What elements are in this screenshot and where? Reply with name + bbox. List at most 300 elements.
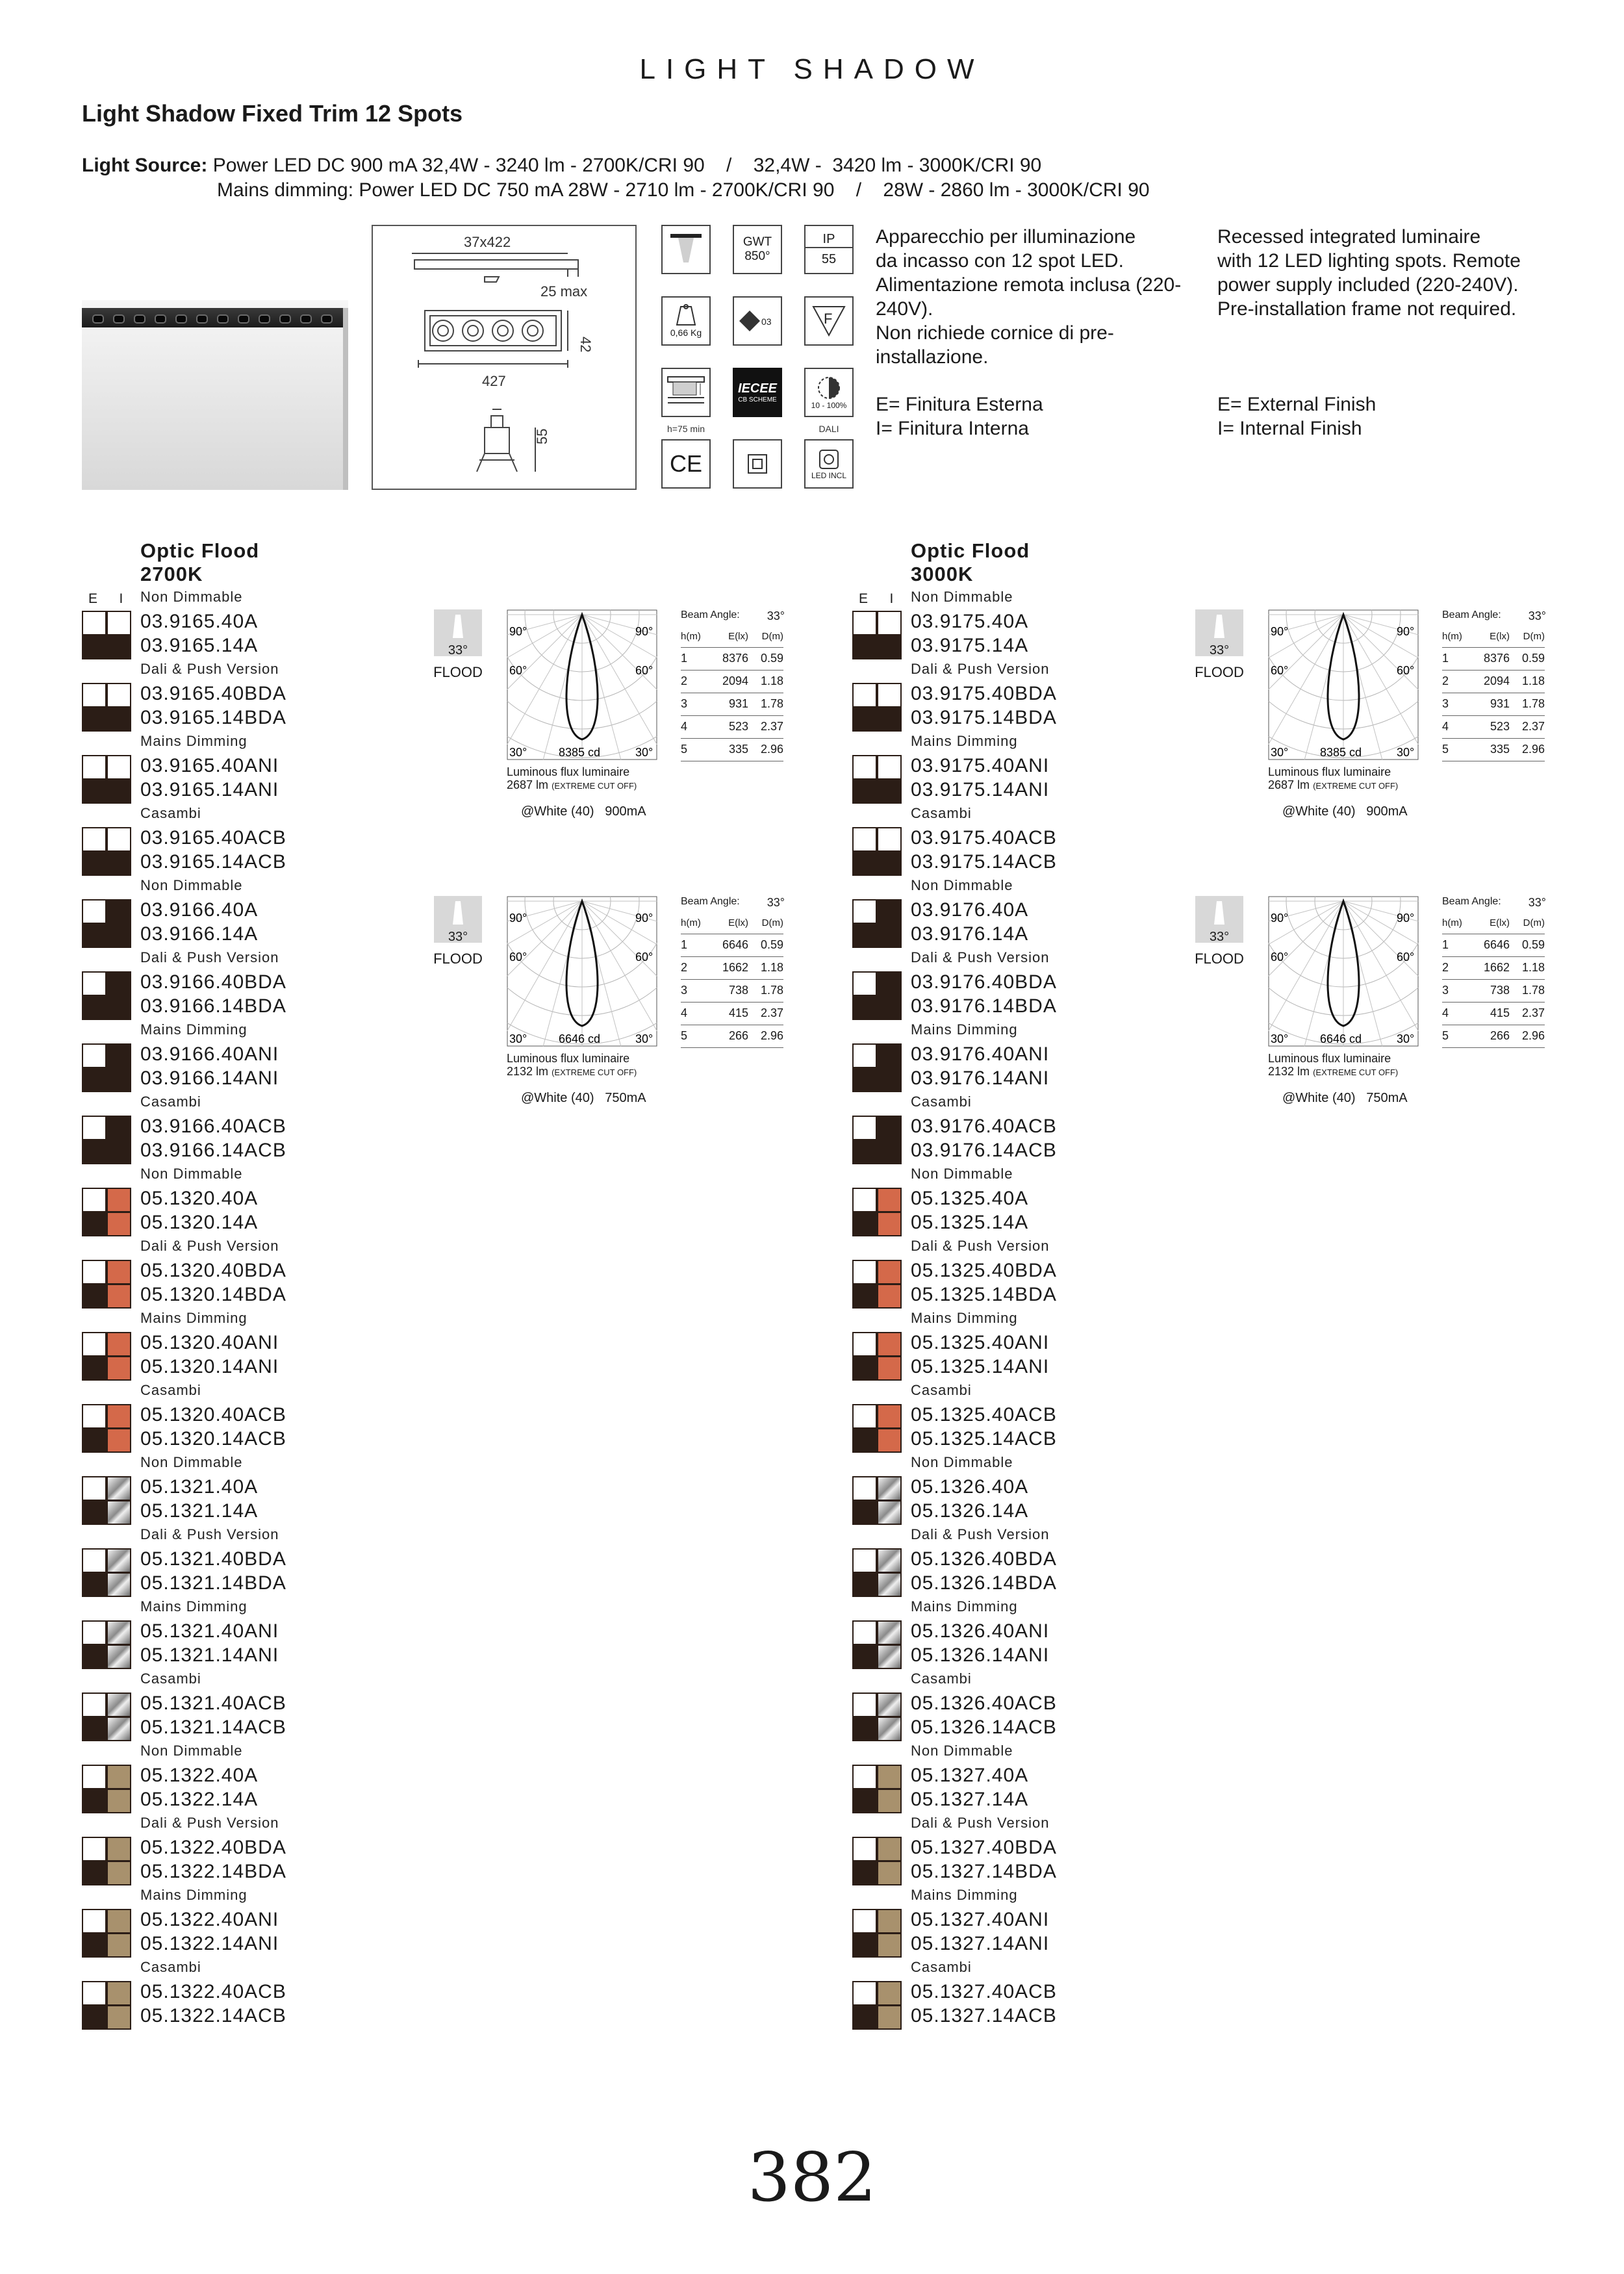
finish-swatch-internal <box>107 779 131 804</box>
product-code: 05.1327.14A <box>911 1789 1029 1810</box>
variant-label: Casambi <box>911 805 972 821</box>
product-code: 03.9165.14BDA <box>140 707 286 728</box>
product-code: 05.1327.40ANI <box>911 1909 1050 1930</box>
optic-cct: 2700K <box>140 563 203 585</box>
dim-height: 42 <box>577 337 594 353</box>
cutoff-note: (EXTREME CUT OFF) <box>1313 781 1399 791</box>
variant-label: Mains Dimming <box>911 1598 1018 1615</box>
finish-swatch-external <box>852 1933 877 1958</box>
beam-degree: 33° <box>448 643 468 658</box>
angle-label: 60° <box>1271 664 1289 677</box>
product-code: 05.1325.40BDA <box>911 1260 1057 1281</box>
led-spot <box>197 316 207 322</box>
beam-table <box>681 609 785 761</box>
page-title: Light Shadow Fixed Trim 12 Spots <box>82 100 463 127</box>
angle-label: 90° <box>635 912 653 925</box>
table-row <box>1442 670 1545 693</box>
table-header-cell: h(m) <box>681 626 709 647</box>
variant-label: Casambi <box>140 1670 201 1687</box>
finish-swatch-external <box>852 1404 877 1429</box>
finish-swatch-internal <box>107 707 131 732</box>
table-row <box>681 1025 783 1047</box>
current-note: @White (40) 900mA <box>521 804 646 819</box>
table-row <box>1442 738 1545 761</box>
product-code: 03.9165.14A <box>140 635 259 656</box>
angle-label: 90° <box>1271 912 1289 925</box>
light-source-label: Light Source: <box>82 155 208 176</box>
angle-label: 90° <box>1397 912 1415 925</box>
table-row <box>681 647 783 670</box>
angle-label: 30° <box>1271 1032 1289 1045</box>
product-code: 03.9166.40BDA <box>140 971 286 993</box>
variant-label: Casambi <box>140 805 201 821</box>
finish-swatch-internal <box>877 1140 902 1164</box>
variant-label: Non Dimmable <box>140 589 243 605</box>
angle-label: 90° <box>1397 625 1415 638</box>
polar-svg <box>1268 896 1419 1047</box>
beam-table-title <box>681 609 785 626</box>
table-cell: 738 <box>709 979 752 1002</box>
beam-angle-label: Beam Angle: <box>681 609 740 620</box>
gwt-text: GWT 850° <box>742 235 772 263</box>
current-note: @White (40) 900mA <box>1282 804 1408 819</box>
product-code: 03.9175.40A <box>911 611 1029 632</box>
finish-swatch-internal <box>877 851 902 876</box>
led-spot <box>301 316 311 322</box>
dali-label: DALI <box>818 424 839 434</box>
finish-swatch-internal <box>877 1981 902 2006</box>
finish-swatch-external <box>82 1067 107 1092</box>
variant-label: Non Dimmable <box>140 1454 243 1470</box>
variant-label: Mains Dimming <box>911 1310 1018 1326</box>
table-row <box>1442 693 1545 715</box>
table-cell: 8376 <box>709 647 752 670</box>
product-code: 03.9166.14A <box>140 923 259 945</box>
table-cell: 335 <box>1471 738 1514 761</box>
finish-swatch-external <box>82 1404 107 1429</box>
product-code: 05.1325.40A <box>911 1188 1029 1209</box>
table-row <box>1442 934 1545 956</box>
finish-swatch-internal <box>877 779 902 804</box>
beam-degree: 33° <box>448 930 468 944</box>
variant-label: Casambi <box>911 1382 972 1398</box>
finish-swatch-external <box>852 755 877 780</box>
led-spot <box>94 316 103 322</box>
finish-swatch-external <box>852 1212 877 1236</box>
angle-label: 60° <box>1397 664 1415 677</box>
product-code: 05.1320.14BDA <box>140 1284 286 1305</box>
table-header-cell: E(lx) <box>1471 913 1514 934</box>
table-cell: 1.18 <box>752 670 783 693</box>
table-cell: 1.78 <box>752 979 783 1002</box>
finish-swatch-internal <box>107 1548 131 1573</box>
finish-swatch-internal <box>107 611 131 635</box>
finish-column-header: E I <box>88 591 126 606</box>
finish-swatch-external <box>82 1500 107 1525</box>
product-code: 05.1322.40BDA <box>140 1837 286 1858</box>
finish-swatch-external <box>852 1620 877 1645</box>
polar-svg <box>507 609 657 760</box>
current-note: @White (40) 750mA <box>521 1091 646 1105</box>
beam-table <box>1442 609 1546 761</box>
table-cell: 2 <box>1442 956 1471 979</box>
candela-value: 8385 cd <box>559 746 601 759</box>
finish-i-en: I= Internal Finish <box>1217 418 1362 439</box>
table-cell: 3 <box>1442 979 1471 1002</box>
table-cell: 266 <box>709 1025 752 1047</box>
weight-icon <box>661 296 711 346</box>
product-code: 05.1326.40ANI <box>911 1620 1050 1642</box>
table-header-row <box>1442 626 1545 647</box>
product-photo <box>82 300 348 490</box>
led-spot <box>239 316 248 322</box>
table-row <box>1442 956 1545 979</box>
finish-swatch-external <box>82 1548 107 1573</box>
table-cell: 2094 <box>709 670 752 693</box>
product-code: 03.9166.14BDA <box>140 995 286 1017</box>
table-cell: 4 <box>1442 1002 1471 1025</box>
flux-value: 2687 lm <box>1268 778 1310 791</box>
polar-diagram <box>507 896 657 1047</box>
finish-swatch-external <box>852 995 877 1020</box>
table-cell: 1.78 <box>752 693 783 715</box>
table-row <box>1442 715 1545 738</box>
table-header-cell: E(lx) <box>1471 626 1514 647</box>
gwt-icon <box>733 225 782 274</box>
candela-value: 6646 cd <box>559 1032 601 1045</box>
cutoff-note: (EXTREME CUT OFF) <box>1313 1067 1399 1077</box>
finish-swatch-internal <box>107 1500 131 1525</box>
table-row <box>681 979 783 1002</box>
finish-swatch-internal <box>107 1067 131 1092</box>
product-code: 05.1322.14ANI <box>140 1933 279 1954</box>
description-en: Recessed integrated luminaire with 12 LED lighting spots. Remote power supply included (220-240V). Pre-installation frame not required. <box>1217 226 1521 320</box>
variant-label: Dali & Push Version <box>140 661 279 677</box>
variant-label: Casambi <box>911 1959 972 1975</box>
table-cell: 4 <box>681 715 709 738</box>
ce-text: CE <box>669 450 702 477</box>
variant-label: Non Dimmable <box>140 1166 243 1182</box>
beam-table-title <box>1442 609 1546 626</box>
finish-swatch-external <box>82 1981 107 2006</box>
table-cell: 3 <box>681 979 709 1002</box>
product-code: 05.1322.14BDA <box>140 1861 286 1882</box>
finish-swatch-external <box>82 683 107 708</box>
optic-heading <box>140 539 259 586</box>
finish-swatch-internal <box>107 1404 131 1429</box>
table-header-row <box>681 913 783 934</box>
finish-swatch-internal <box>877 707 902 732</box>
finish-swatch-internal <box>877 683 902 708</box>
product-code: 03.9176.14ANI <box>911 1067 1050 1089</box>
finish-swatch-external <box>852 1284 877 1309</box>
flux-value: 2687 lm <box>507 778 549 791</box>
angle-label: 30° <box>635 746 653 759</box>
polar-diagram <box>1268 609 1419 760</box>
flood-label: FLOOD <box>1195 664 1244 680</box>
finish-swatch-external <box>82 1356 107 1381</box>
product-code: 05.1321.14BDA <box>140 1572 286 1594</box>
finish-swatch-internal <box>877 995 902 1020</box>
product-code: 05.1321.14A <box>140 1500 259 1522</box>
variant-label: Dali & Push Version <box>140 1815 279 1831</box>
product-code: 05.1321.14ANI <box>140 1644 279 1666</box>
product-code: 03.9165.40A <box>140 611 259 632</box>
finish-swatch-internal <box>877 1500 902 1525</box>
beam-table <box>1442 896 1546 1048</box>
table-cell: 2.96 <box>752 1025 783 1047</box>
table-cell: 335 <box>709 738 752 761</box>
product-code: 05.1327.14BDA <box>911 1861 1057 1882</box>
variant-label: Dali & Push Version <box>911 949 1050 965</box>
variant-label: Mains Dimming <box>140 1887 247 1903</box>
finish-column-header: E I <box>859 591 896 606</box>
variant-label: Non Dimmable <box>911 1743 1013 1759</box>
iecee-icon <box>733 368 782 417</box>
polar-svg <box>1268 609 1419 760</box>
current-note: @White (40) 750mA <box>1282 1091 1408 1105</box>
finish-swatch-external <box>852 707 877 732</box>
finish-swatch-external <box>852 1188 877 1212</box>
finish-swatch-internal <box>107 1717 131 1741</box>
flood-label: FLOOD <box>433 951 483 967</box>
product-code: 05.1322.40A <box>140 1765 259 1786</box>
led-spot <box>322 316 331 322</box>
table-row <box>681 1002 783 1025</box>
table-cell: 415 <box>709 1002 752 1025</box>
luminous-flux <box>1268 765 1398 793</box>
finish-swatch-internal <box>107 1765 131 1789</box>
finish-swatch-internal <box>877 1284 902 1309</box>
polar-diagram <box>507 609 657 760</box>
class-text: 03 <box>761 316 772 327</box>
product-code: 05.1320.40BDA <box>140 1260 286 1281</box>
luminous-flux <box>507 1052 637 1079</box>
candela-value: 8385 cd <box>1320 746 1362 759</box>
variant-label: Mains Dimming <box>911 733 1018 749</box>
table-cell: 2.37 <box>752 715 783 738</box>
light-source <box>82 153 1150 203</box>
table-row <box>681 956 783 979</box>
finish-swatch-internal <box>107 755 131 780</box>
table-header-row <box>681 626 783 647</box>
product-code: 03.9175.14ANI <box>911 779 1050 800</box>
table-header-cell: h(m) <box>1442 913 1471 934</box>
product-code: 03.9175.40ACB <box>911 827 1057 849</box>
finish-swatch-internal <box>877 1116 902 1140</box>
product-code: 03.9176.40ANI <box>911 1043 1050 1065</box>
finish-swatch-external <box>852 1356 877 1381</box>
install-height-icon <box>661 368 711 417</box>
finish-swatch-internal <box>107 1332 131 1357</box>
flux-value-line <box>507 778 637 793</box>
angle-label: 60° <box>635 664 653 677</box>
finish-swatch-internal <box>877 923 902 948</box>
table-header-cell: h(m) <box>1442 626 1471 647</box>
finish-swatch-internal <box>877 2005 902 2030</box>
finish-swatch-external <box>82 1644 107 1669</box>
luminous-flux <box>507 765 637 793</box>
angle-label: 30° <box>509 746 527 759</box>
product-code: 03.9166.14ACB <box>140 1140 286 1161</box>
finish-swatch-internal <box>107 1116 131 1140</box>
product-code: 05.1322.40ACB <box>140 1981 286 2002</box>
finish-swatch-internal <box>107 635 131 659</box>
table-cell: 1.78 <box>1514 693 1545 715</box>
finish-swatch-internal <box>877 1356 902 1381</box>
table-cell: 3 <box>681 693 709 715</box>
weight-text: 0,66 Kg <box>670 327 702 338</box>
beam-table-title <box>681 896 785 913</box>
table-cell: 523 <box>709 715 752 738</box>
led-incl-text: LED INCL <box>811 471 847 480</box>
angle-label: 30° <box>1397 746 1415 759</box>
beam-angle-label: Beam Angle: <box>1442 609 1501 620</box>
table-cell: 2 <box>681 956 709 979</box>
flood-label: FLOOD <box>1195 951 1244 967</box>
cutoff-note: (EXTREME CUT OFF) <box>552 1067 637 1077</box>
finish-swatch-internal <box>107 1140 131 1164</box>
finish-swatch-internal <box>107 1693 131 1717</box>
finish-swatch-external <box>82 779 107 804</box>
table-cell: 8376 <box>1471 647 1514 670</box>
dim-width: 427 <box>482 373 506 389</box>
angle-label: 90° <box>1271 625 1289 638</box>
finish-swatch-external <box>82 2005 107 2030</box>
finish-swatch-external <box>852 1717 877 1741</box>
finish-swatch-internal <box>877 1620 902 1645</box>
finish-swatch-external <box>852 923 877 948</box>
flux-label: Luminous flux luminaire <box>507 765 630 778</box>
finish-swatch-internal <box>877 1909 902 1934</box>
product-code: 05.1327.40BDA <box>911 1837 1057 1858</box>
candela-value: 6646 cd <box>1320 1032 1362 1045</box>
finish-swatch-external <box>82 923 107 948</box>
product-code: 03.9166.40ANI <box>140 1043 279 1065</box>
table-cell: 2.37 <box>1514 715 1545 738</box>
table-row <box>681 715 783 738</box>
table-cell: 0.59 <box>1514 647 1545 670</box>
finish-swatch-internal <box>877 1933 902 1958</box>
product-code: 03.9175.14A <box>911 635 1029 656</box>
table-cell: 738 <box>1471 979 1514 1002</box>
finish-swatch-internal <box>107 1933 131 1958</box>
finish-swatch-internal <box>107 1620 131 1645</box>
finish-swatch-internal <box>877 1717 902 1741</box>
led-spot <box>260 316 269 322</box>
table-cell: 5 <box>1442 1025 1471 1047</box>
beam-data-table <box>1442 626 1545 761</box>
variant-label: Mains Dimming <box>140 1598 247 1615</box>
brand-title: LIGHT SHADOW <box>639 53 985 85</box>
table-cell: 1.18 <box>1514 670 1545 693</box>
beam-data-table <box>681 626 783 761</box>
variant-label: Mains Dimming <box>140 1310 247 1326</box>
finish-swatch-external <box>82 635 107 659</box>
angle-label: 90° <box>509 625 527 638</box>
f-mark-icon <box>804 296 854 346</box>
product-code: 05.1320.14ANI <box>140 1356 279 1377</box>
finish-swatch-internal <box>877 1644 902 1669</box>
product-code: 03.9166.40A <box>140 899 259 921</box>
product-code: 05.1321.40ACB <box>140 1693 286 1714</box>
finish-swatch-external <box>82 851 107 876</box>
finish-swatch-external <box>852 1644 877 1669</box>
dim-top: 37x422 <box>464 234 511 250</box>
finish-swatch-internal <box>107 1212 131 1236</box>
beam-angle-label: Beam Angle: <box>1442 896 1501 907</box>
beam-angle-label: Beam Angle: <box>681 896 740 907</box>
table-cell: 0.59 <box>752 647 783 670</box>
product-code: 05.1325.14ANI <box>911 1356 1050 1377</box>
finish-swatch-external <box>852 1043 877 1068</box>
table-cell: 2.96 <box>1514 1025 1545 1047</box>
variant-label: Non Dimmable <box>140 877 243 893</box>
finish-swatch-external <box>82 1861 107 1885</box>
beam-degree: 33° <box>1209 930 1230 944</box>
product-code: 03.9176.40ACB <box>911 1116 1057 1137</box>
finish-swatch-external <box>82 1933 107 1958</box>
variant-label: Mains Dimming <box>140 1021 247 1038</box>
finish-swatch-external <box>852 1837 877 1861</box>
optic-name: Optic Flood <box>911 539 1030 562</box>
table-cell: 5 <box>681 738 709 761</box>
iecee-sub: CB SCHEME <box>738 396 777 403</box>
table-cell: 1662 <box>1471 956 1514 979</box>
variant-label: Dali & Push Version <box>911 1815 1050 1831</box>
optic-name: Optic Flood <box>140 539 260 562</box>
table-header-cell: E(lx) <box>709 913 752 934</box>
table-cell: 2.37 <box>1514 1002 1545 1025</box>
finish-swatch-external <box>852 1572 877 1597</box>
finish-swatch-internal <box>107 1188 131 1212</box>
angle-label: 60° <box>509 951 527 964</box>
light-source-line2: Mains dimming: Power LED DC 750 mA 28W - 2710 lm - 2700K/CRI 90 / 28W - 2860 lm - 3000K/CRI 90 <box>217 179 1150 201</box>
finish-swatch-external <box>82 1717 107 1741</box>
finish-swatch-external <box>852 1765 877 1789</box>
table-header-row <box>1442 913 1545 934</box>
finish-swatch-internal <box>877 1572 902 1597</box>
finish-swatch-external <box>82 1212 107 1236</box>
finish-swatch-internal <box>107 1837 131 1861</box>
finish-swatch-external <box>82 1620 107 1645</box>
recessed-icon <box>661 225 711 274</box>
finish-swatch-internal <box>877 1212 902 1236</box>
led-spot <box>156 316 165 322</box>
variant-label: Dali & Push Version <box>911 1526 1050 1542</box>
product-code: 03.9175.14BDA <box>911 707 1057 728</box>
beam-degree: 33° <box>1209 643 1230 658</box>
variant-label: Mains Dimming <box>140 733 247 749</box>
table-cell: 2094 <box>1471 670 1514 693</box>
finish-swatch-internal <box>107 683 131 708</box>
table-row <box>681 670 783 693</box>
table-cell: 0.59 <box>1514 934 1545 956</box>
ce-icon <box>661 439 711 489</box>
finish-swatch-internal <box>107 827 131 852</box>
finish-swatch-external <box>82 1043 107 1068</box>
variant-label: Non Dimmable <box>911 1166 1013 1182</box>
finish-e-it: E= Finitura Esterna <box>876 394 1043 415</box>
product-edge <box>343 308 348 490</box>
finish-swatch-external <box>852 1981 877 2006</box>
angle-label: 60° <box>1397 951 1415 964</box>
product-code: 05.1320.14A <box>140 1212 259 1233</box>
variant-label: Dali & Push Version <box>140 1238 279 1254</box>
flux-value: 2132 lm <box>1268 1065 1310 1078</box>
finish-swatch-internal <box>877 899 902 924</box>
finish-swatch-internal <box>877 1332 902 1357</box>
